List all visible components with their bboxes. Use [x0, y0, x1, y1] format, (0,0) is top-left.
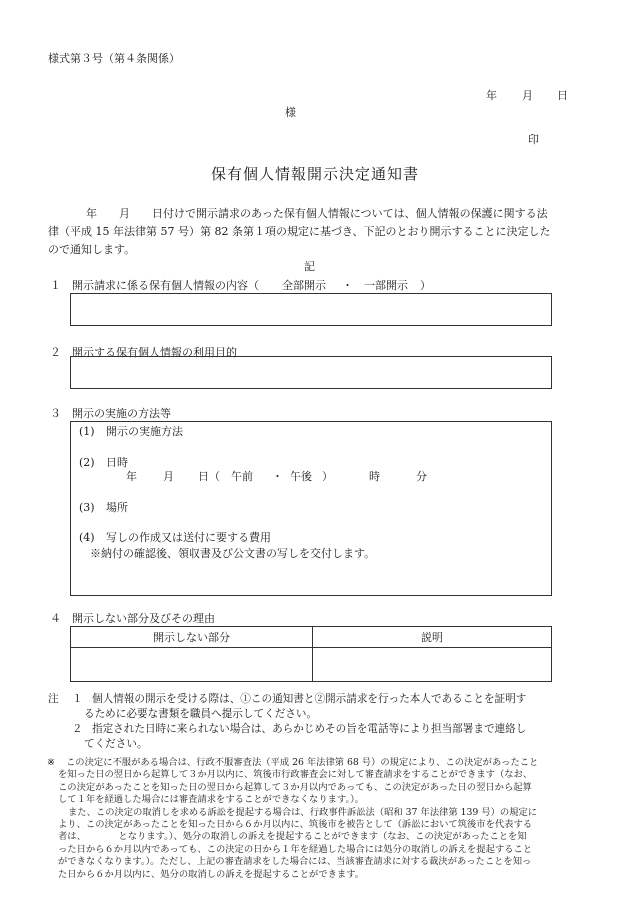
appeal-line: この決定に不服がある場合は、行政不服審査法（平成 26 年法律第 68 号）の規定により、この決定があったこと — [66, 757, 539, 768]
intro-line3: ので通知します。 — [48, 243, 136, 256]
item2-separator: ・ — [272, 470, 283, 483]
item2-number: (2) — [79, 456, 95, 469]
intro-year: 年 — [86, 207, 97, 220]
appeal-line: ができなくなります。）。ただし、上記の審査請求をした場合には、当該審査請求に対する裁決があったことを知っ — [58, 856, 532, 868]
appeal-line: 者は、 となります。）、処分の取消しの訴えを提起することができます（なお、この決定があったことを知 — [58, 831, 527, 843]
column-header-explanation: 説明 — [313, 627, 552, 648]
column-header-undisclosed-part: 開示しない部分 — [71, 627, 313, 648]
section1-number: １ — [50, 279, 61, 292]
item2-label: 日時 — [106, 456, 128, 469]
form-label: 様式第３号（第４条関係） — [48, 52, 180, 65]
item2-pm: 午後 — [290, 470, 312, 483]
section2-number: ２ — [50, 346, 61, 359]
note1-line2: るために必要な書類を職員へ提示してください。 — [84, 708, 318, 720]
item3-label: 場所 — [106, 501, 128, 514]
note2-line1: 指定された日時に来られない場合は、あらかじめその旨を電話等により担当部署まで連絡し — [92, 723, 527, 735]
section3-label: 開示の実施の方法等 — [72, 407, 171, 420]
seal-mark: 印 — [528, 133, 539, 146]
item2-close: ） — [322, 470, 333, 483]
option-close-paren: ） — [420, 279, 431, 292]
item2-minute: 分 — [416, 470, 427, 483]
item3-number: (3) — [79, 501, 95, 514]
section2-label: 開示する保有個人情報の利用目的 — [72, 346, 237, 359]
appeal-line: った日から６か月以内であっても、この決定の日から１年を経過した場合には処分の取消しの訴えを提起すること — [58, 843, 533, 855]
ki-mark: 記 — [304, 260, 315, 273]
document-title: 保有個人情報開示決定通知書 — [210, 165, 419, 183]
appeal-line: より、この決定があったことを知った日から６か月以内に、筑後市を被告として（訴訟において筑後市を代表する — [58, 819, 533, 830]
item2-year: 年 — [126, 470, 137, 483]
appeal-line: また、この決定の取消しを求める訴訟を提起する場合は、行政事件訴訟法（昭和 37 年法律第 139 号）の規定に — [68, 806, 538, 818]
section3-number: ３ — [50, 407, 61, 420]
item1-label: 開示の実施方法 — [106, 425, 183, 438]
explanation-cell[interactable] — [313, 648, 552, 682]
undisclosed-part-cell[interactable] — [71, 648, 313, 682]
section2-content-box[interactable] — [70, 356, 552, 389]
item1-number: (1) — [79, 425, 95, 438]
date-month: 月 — [522, 89, 533, 102]
date-day: 日 — [557, 89, 568, 102]
note1-line1: 個人情報の開示を受ける際は、①この通知書と②開示請求を行った本人であることを証明す — [92, 693, 527, 705]
item2-month: 月 — [163, 470, 174, 483]
intro-month: 月 — [119, 207, 130, 220]
intro-line1: 日付けで開示請求のあった保有個人情報については、個人情報の保護に関する法 — [152, 207, 548, 220]
date-year: 年 — [486, 89, 497, 102]
appeal-line: を知った日の翌日から起算して３か月以内に、筑後市行政審査会に対して審査請求をすることができます（なお、 — [58, 769, 533, 781]
section4-label: 開示しない部分及びその理由 — [72, 612, 215, 625]
option-full-disclosure: 全部開示 — [282, 279, 326, 292]
item2-hour: 時 — [369, 470, 380, 483]
item2-day: 日（ — [198, 470, 220, 483]
item4-number: (4) — [79, 531, 95, 544]
section4-number: ４ — [50, 612, 61, 625]
item2-am: 午前 — [231, 470, 253, 483]
note1-number: １ — [72, 693, 83, 705]
appeal-line: この決定があったことを知った日の翌日から起算して３か月以内であっても、この決定があった日の翌日から起算 — [58, 781, 532, 793]
addressee-suffix: 様 — [285, 106, 296, 119]
section1-label: 開示請求に係る保有個人情報の内容（ — [72, 279, 259, 292]
item4-label: 写しの作成又は送付に要する費用 — [106, 531, 271, 544]
appeal-line: して１年を経過した場合には審査請求をすることができなくなります。）。 — [58, 794, 365, 806]
appeal-mark: ※ — [47, 757, 55, 768]
item4-note: ※納付の確認後、領収書及び公文書の写しを交付します。 — [90, 547, 376, 560]
note2-number: ２ — [72, 723, 83, 735]
section3-content-box[interactable] — [70, 421, 552, 596]
option-separator: ・ — [342, 279, 353, 292]
appeal-line: た日から６か月以内に、処分の取消しの訴えを提起することができます。 — [58, 868, 365, 880]
section1-content-box[interactable] — [70, 293, 552, 326]
intro-line2: 律（平成 15 年法律第 57 号）第 82 条第１項の規定に基づき、下記のとおり開示することに決定した — [48, 225, 551, 238]
notes-head: 注 — [48, 693, 59, 705]
option-partial-disclosure: 一部開示 — [364, 279, 408, 292]
nondisclosure-table — [70, 626, 552, 682]
note2-line2: てください。 — [84, 738, 148, 750]
